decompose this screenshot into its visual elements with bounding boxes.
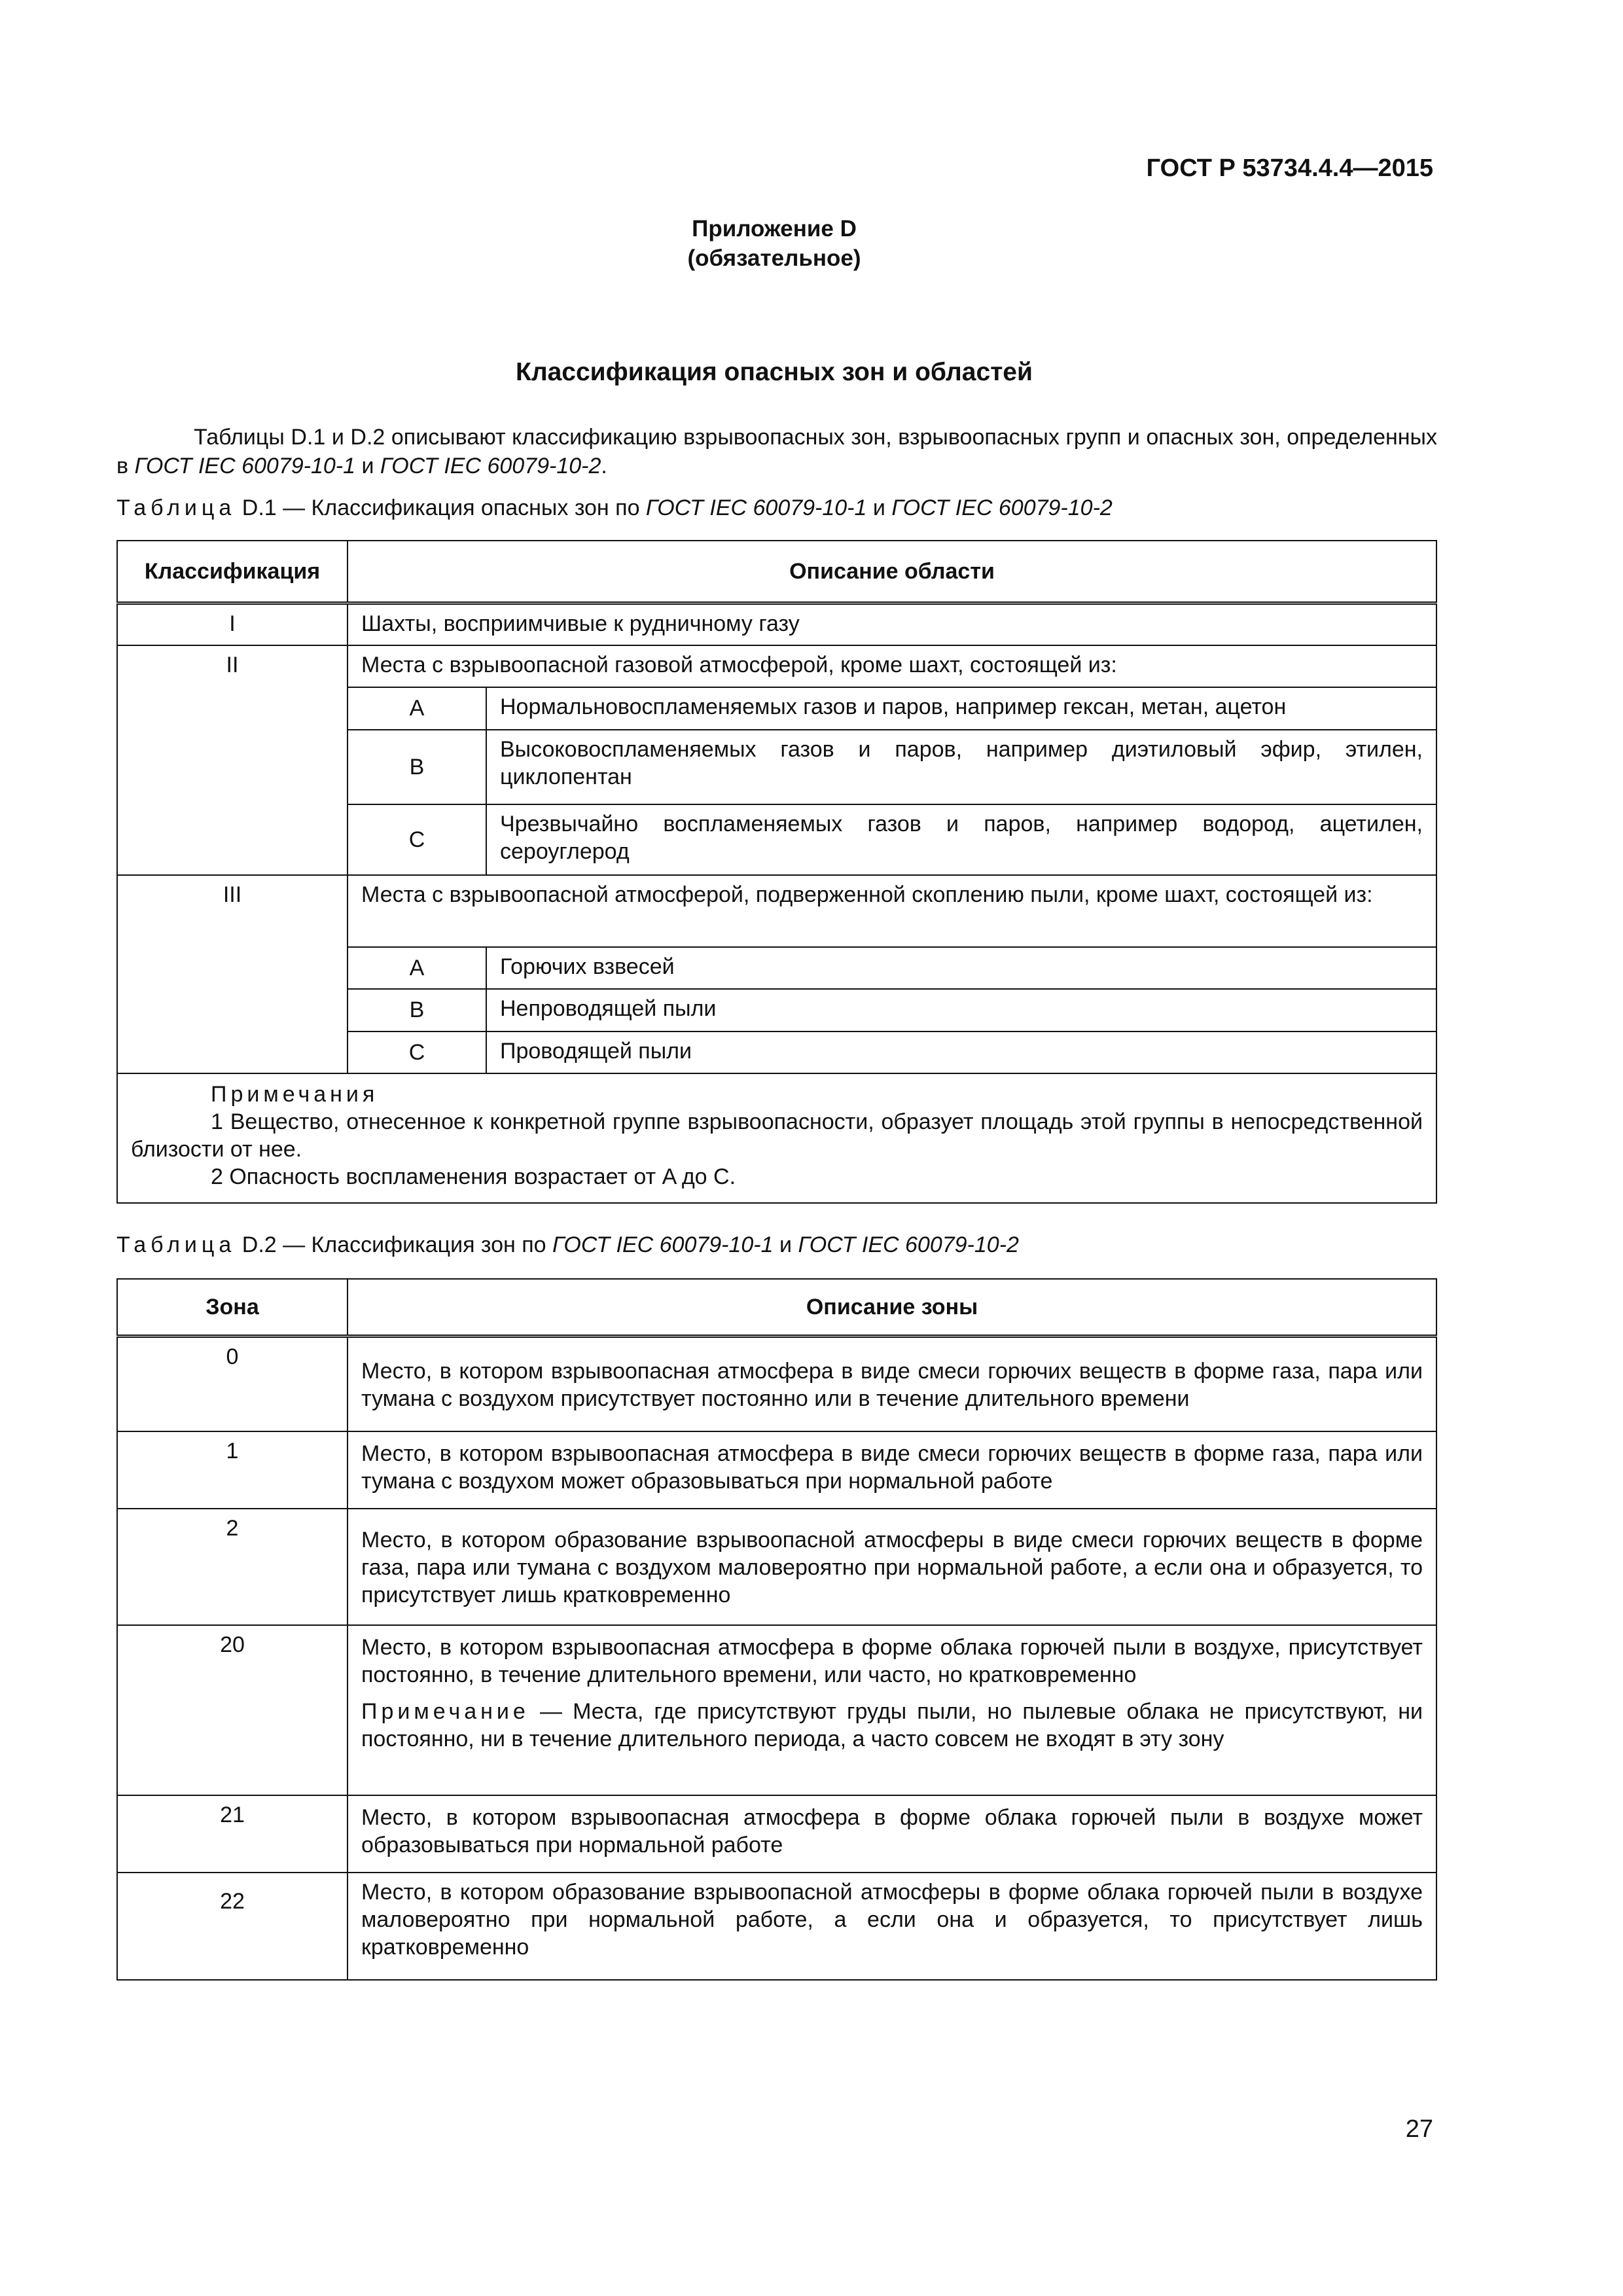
table2-header-row	[117, 1279, 1436, 1336]
subgroup-desc-cell: Высоковоспламеняемых газов и паров, например диэтиловый эфир, этилен, циклопентан	[486, 730, 1436, 804]
table-hazard-classification	[116, 540, 1437, 1204]
note-1: 1 Вещество, отнесенное к конкретной группе взрывоопасности, образует площадь этой группы в непосредственной близости от нее.	[131, 1109, 1423, 1162]
table1-caption	[116, 495, 1113, 521]
subgroup-desc-cell: Проводящей пыли	[486, 1031, 1436, 1073]
zone-cell: 2	[117, 1509, 348, 1625]
appendix-subtitle: (обязательное)	[687, 245, 861, 271]
table2-header-zone: Зона	[117, 1279, 348, 1336]
table-row	[117, 645, 1436, 687]
zone-note	[361, 1698, 1423, 1753]
zone-desc-cell: Место, в котором образование взрывоопасной атмосферы в виде смеси горючих веществ в форме газа, пара или тумана с воздухом маловероятно при нормальной работе, а если она и образуется, то присутствует лишь кратковременно	[348, 1509, 1436, 1625]
zone-cell: 1	[117, 1431, 348, 1509]
note-2: 2 Опасность воспламенения возрастает от A до C.	[211, 1164, 736, 1189]
zone-desc-cell: Место, в котором взрывоопасная атмосфера в виде смеси горючих веществ в форме газа, пара или тумана с воздухом присутствует постоянно или в течение длительного времени	[348, 1336, 1436, 1431]
table2-caption-ref1: ГОСТ IEC 60079-10-1	[552, 1232, 774, 1257]
zone-note-label: Примечание	[361, 1698, 529, 1724]
table-zone-classification	[116, 1278, 1437, 1981]
intro-and: и	[355, 454, 380, 478]
zone-cell: 20	[117, 1625, 348, 1795]
subgroup-desc-cell: Горючих взвесей	[486, 947, 1436, 989]
appendix-title: Приложение D	[692, 216, 857, 242]
table2-caption-ref2: ГОСТ IEC 60079-10-2	[798, 1232, 1019, 1257]
page-number: 27	[1405, 2115, 1433, 2143]
table-row	[117, 1509, 1436, 1625]
table-row	[117, 1336, 1436, 1431]
subgroup-desc-cell: Чрезвычайно воспламеняемых газов и паров, например водород, ацетилен, сероуглерод	[486, 804, 1436, 875]
intro-ref-2: ГОСТ IEC 60079-10-2	[380, 454, 601, 478]
subgroup-code-cell: A	[348, 687, 486, 730]
zone-desc-cell: Место, в котором взрывоопасная атмосфера в виде смеси горючих веществ в форме газа, пара или тумана с воздухом может образовываться при нормальной работе	[348, 1431, 1436, 1509]
table1-header-classification: Классификация	[117, 541, 348, 603]
zone-desc-cell: Место, в котором образование взрывоопасной атмосферы в форме облака горючей пыли в воздухе маловероятно при нормальной работе, а если она и образуется, то присутствует лишь кратковременно	[348, 1873, 1436, 1980]
table-row	[117, 875, 1436, 947]
table2-header-description: Описание зоны	[348, 1279, 1436, 1336]
table2-caption-prefix: Таблица	[116, 1232, 236, 1257]
intro-text-1: Таблицы D.1 и D.2 описывают классификацию взрывоопасных зон, взрывоопасных групп и опасных зон, определенных в	[116, 425, 1437, 478]
table1-notes	[117, 1073, 1436, 1203]
zone-note-text: — Места, где присутствуют груды пыли, но пылевые облака не присутствуют, ни постоянно, ни в течение длительного периода, а часто совсем не входят в эту зону	[361, 1698, 1423, 1751]
table1-header-row	[117, 541, 1436, 603]
class-code-cell: II	[117, 645, 348, 875]
zone-cell: 21	[117, 1795, 348, 1873]
table1-caption-ref1: ГОСТ IEC 60079-10-1	[645, 495, 867, 520]
table-row	[117, 1873, 1436, 1980]
intro-paragraph	[116, 423, 1437, 480]
table2-caption	[116, 1232, 1019, 1258]
class-desc-cell: Места с взрывоопасной атмосферой, подверженной скоплению пыли, кроме шахт, состоящей из:	[348, 875, 1436, 947]
class-desc-cell: Места с взрывоопасной газовой атмосферой, кроме шахт, состоящей из:	[348, 645, 1436, 687]
standard-code: ГОСТ Р 53734.4.4—2015	[1146, 154, 1433, 182]
intro-end: .	[601, 454, 607, 478]
table2-caption-and: и	[773, 1232, 798, 1257]
subgroup-code-cell: C	[348, 1031, 486, 1073]
class-desc-cell: Шахты, восприимчивые к рудничному газу	[348, 603, 1436, 645]
table-row	[117, 603, 1436, 645]
zone-desc-text: Место, в котором взрывоопасная атмосфера в форме облака горючей пыли в воздухе, присутствует постоянно, в течение длительного времени, или часто, но кратковременно	[361, 1634, 1423, 1687]
table-row	[117, 1795, 1436, 1873]
table-row	[117, 1625, 1436, 1795]
subgroup-code-cell: C	[348, 804, 486, 875]
subgroup-code-cell: A	[348, 947, 486, 989]
table-row	[117, 1431, 1436, 1509]
subgroup-desc-cell: Непроводящей пыли	[486, 989, 1436, 1031]
table1-caption-text: D.1 — Классификация опасных зон по	[236, 495, 646, 520]
notes-heading: Примечания	[211, 1081, 379, 1107]
table1-caption-and: и	[866, 495, 892, 520]
zone-cell: 0	[117, 1336, 348, 1431]
table1-notes-row	[117, 1073, 1436, 1203]
subgroup-code-cell: B	[348, 989, 486, 1031]
intro-ref-1: ГОСТ IEC 60079-10-1	[134, 454, 356, 478]
zone-desc-cell	[348, 1625, 1436, 1795]
table1-caption-ref2: ГОСТ IEC 60079-10-2	[891, 495, 1113, 520]
zone-desc-cell: Место, в котором взрывоопасная атмосфера в форме облака горючей пыли в воздухе может образовываться при нормальной работе	[348, 1795, 1436, 1873]
table1-caption-prefix: Таблица	[116, 495, 236, 520]
zone-cell: 22	[117, 1873, 348, 1980]
section-title: Классификация опасных зон и областей	[516, 358, 1033, 386]
class-code-cell: III	[117, 875, 348, 1073]
table1-header-description: Описание области	[348, 541, 1436, 603]
class-code-cell: I	[117, 603, 348, 645]
subgroup-desc-cell: Нормальновоспламеняемых газов и паров, например гексан, метан, ацетон	[486, 687, 1436, 730]
subgroup-code-cell: B	[348, 730, 486, 804]
table2-caption-text: D.2 — Классификация зон по	[236, 1232, 553, 1257]
